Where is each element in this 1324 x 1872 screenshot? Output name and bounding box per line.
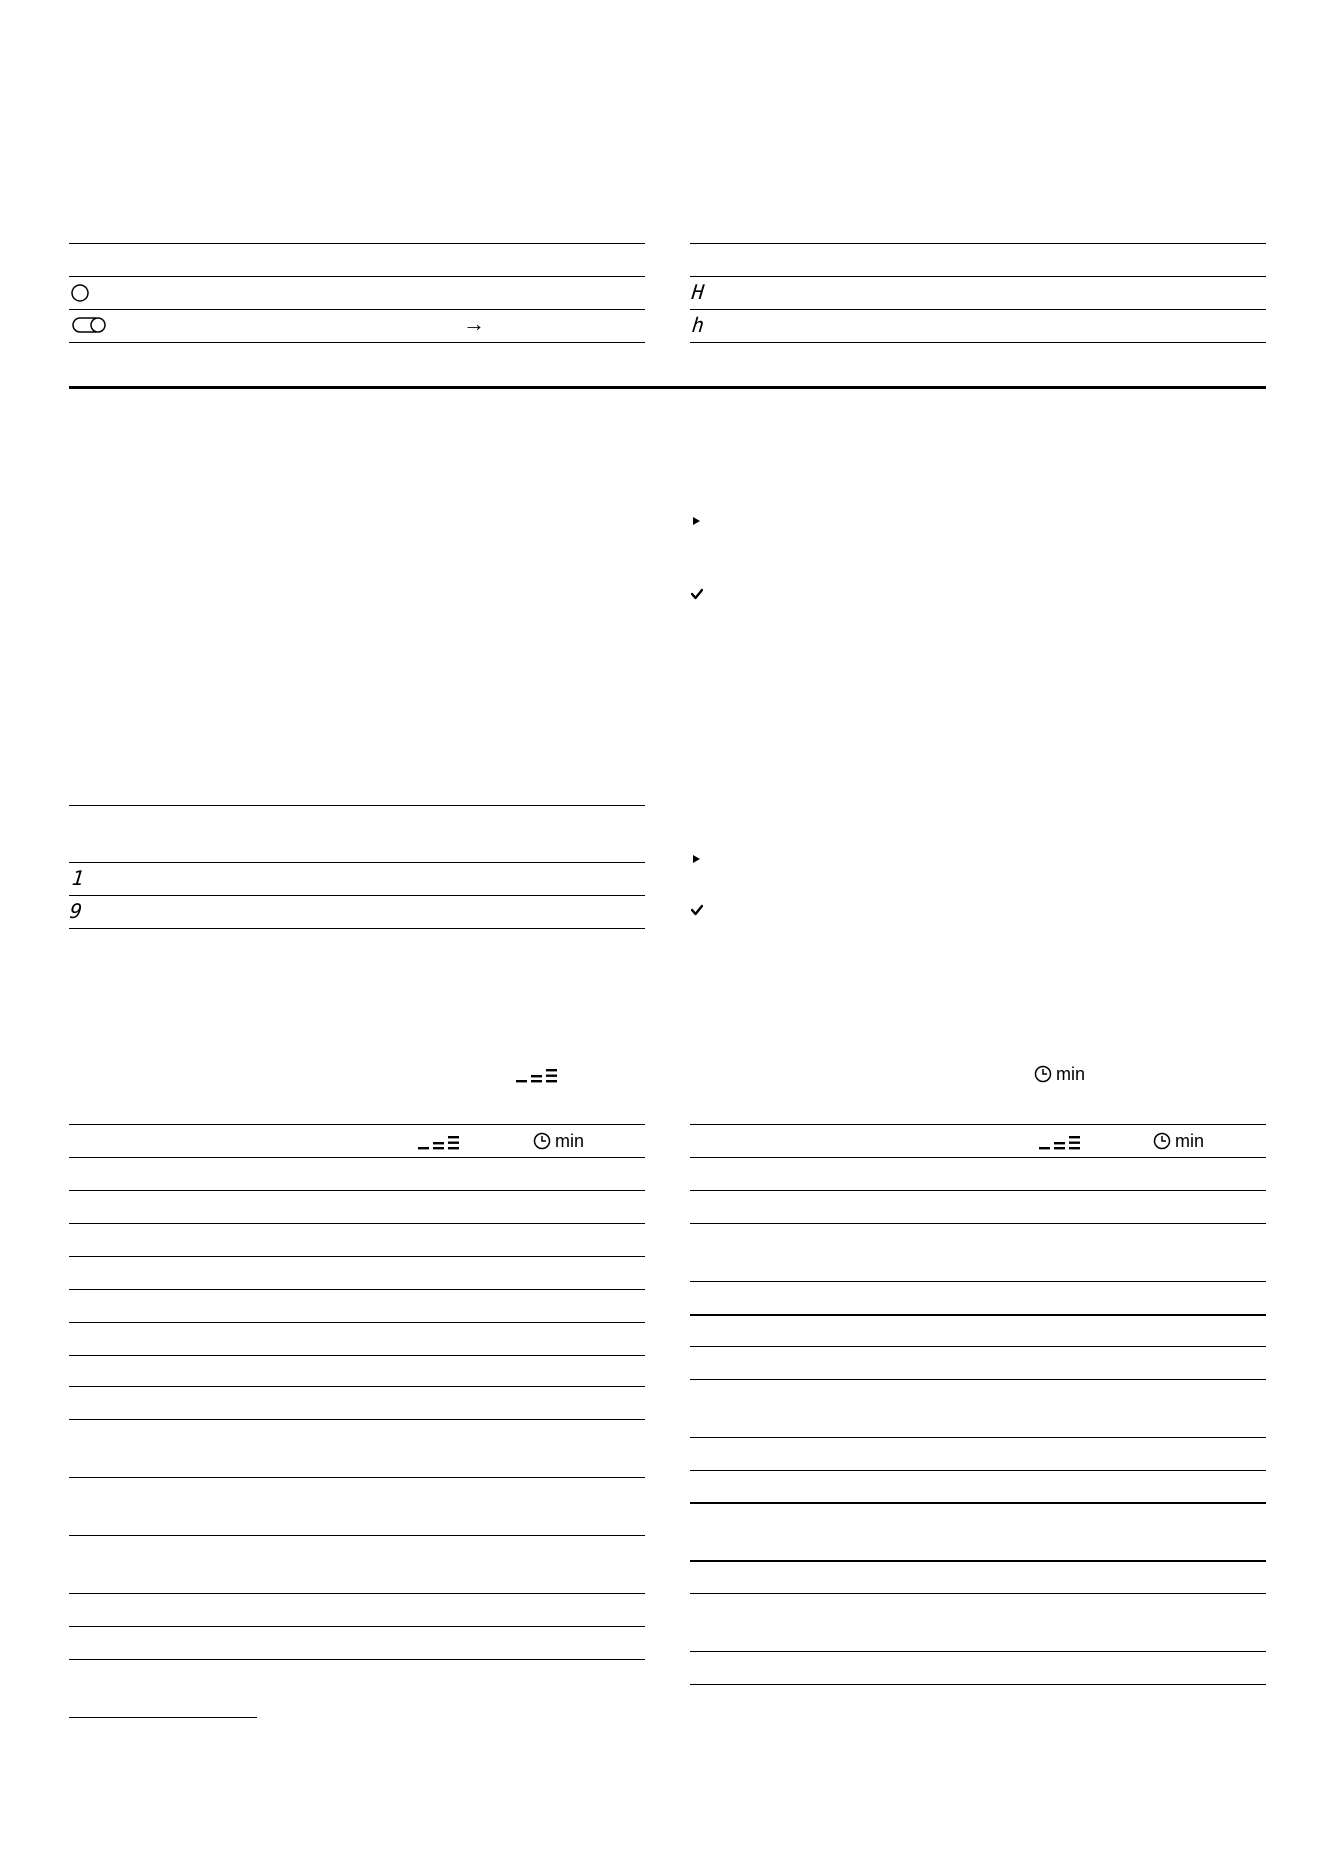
table-rule (69, 1626, 645, 1627)
table-rule (690, 1437, 1266, 1438)
min-label: min (1175, 1131, 1205, 1151)
play-triangle-icon (692, 516, 701, 526)
table-rule (690, 1560, 1266, 1562)
display-symbol-1: 1 (70, 866, 86, 890)
checkmark-icon (691, 904, 703, 916)
table-rule (69, 243, 645, 244)
table-rule (69, 862, 645, 863)
table-rule (69, 342, 645, 343)
table-rule (69, 1223, 645, 1224)
table-rule (69, 1659, 645, 1660)
power-level-icon (516, 1066, 559, 1084)
table-rule (690, 1314, 1266, 1316)
min-label: min (555, 1131, 585, 1151)
table-rule (69, 1124, 645, 1125)
table-rule (690, 1157, 1266, 1158)
arrow-icon: → (463, 311, 485, 336)
table-rule (690, 309, 1266, 310)
display-symbol-h: h (690, 313, 706, 337)
table-rule (690, 1593, 1266, 1594)
table-rule (690, 1684, 1266, 1685)
table-rule (69, 1190, 645, 1191)
clock-icon (1034, 1065, 1052, 1083)
zone-circle-icon (70, 283, 90, 303)
table-rule (69, 309, 645, 310)
table-rule (69, 805, 645, 806)
table-rule (690, 1223, 1266, 1224)
table-rule (69, 1256, 645, 1257)
table-rule (69, 1535, 645, 1536)
table-rule (69, 1289, 645, 1290)
table-rule (69, 276, 645, 277)
table-rule (690, 1470, 1266, 1471)
table-rule (69, 1419, 645, 1420)
table-rule (69, 1157, 645, 1158)
table-rule (690, 1190, 1266, 1191)
table-rule (69, 1386, 645, 1387)
table-rule (69, 1477, 645, 1478)
table-rule (69, 895, 645, 896)
table-rule (69, 1322, 645, 1323)
table-rule (690, 1281, 1266, 1282)
table-rule (690, 342, 1266, 343)
table-rule (69, 928, 645, 929)
power-level-icon (418, 1133, 461, 1151)
table-rule (690, 1124, 1266, 1125)
clock-icon (1153, 1132, 1171, 1150)
table-rule (690, 276, 1266, 277)
bridge-zone-icon (70, 315, 108, 335)
checkmark-icon (691, 588, 703, 600)
table-rule (690, 1346, 1266, 1347)
footnote-rule (69, 1717, 257, 1718)
table-rule (690, 1379, 1266, 1380)
clock-icon (533, 1132, 551, 1150)
table-rule (69, 1355, 645, 1356)
table-rule (690, 243, 1266, 244)
display-symbol-9: 9 (68, 899, 84, 923)
table-rule (690, 1651, 1266, 1652)
table-rule (690, 1502, 1266, 1504)
display-symbol-H: H (690, 280, 706, 304)
min-label: min (1056, 1064, 1086, 1084)
table-rule (69, 1593, 645, 1594)
power-level-icon (1039, 1133, 1082, 1151)
section-divider (69, 386, 1266, 389)
play-triangle-icon (692, 854, 701, 864)
